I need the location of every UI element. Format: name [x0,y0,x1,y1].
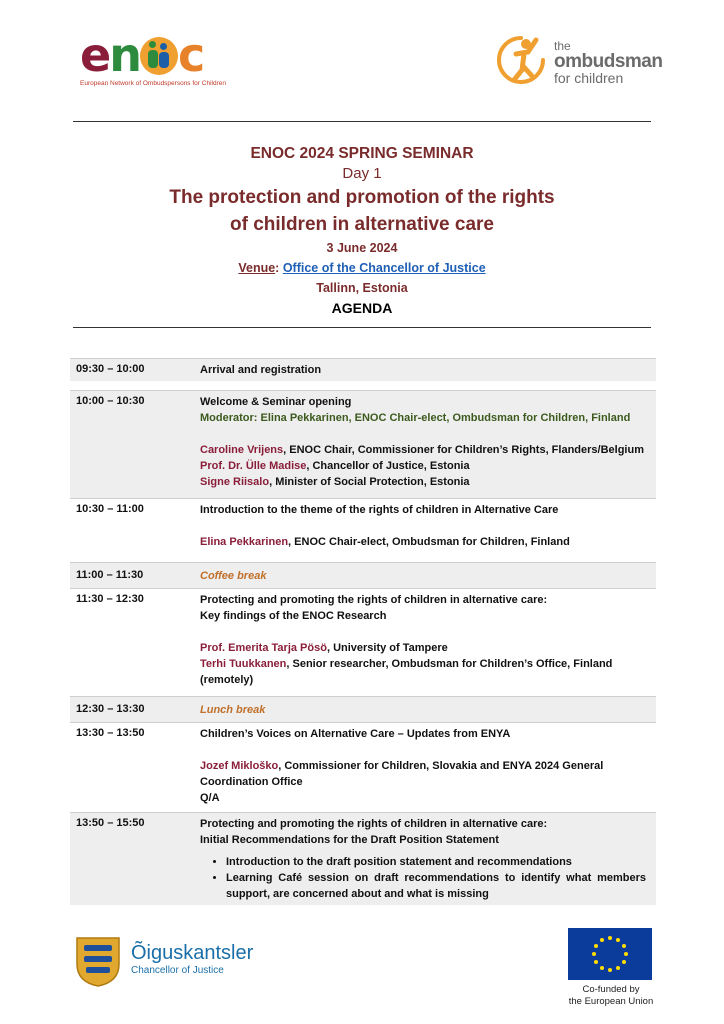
agenda-content [200,394,646,490]
agenda-time: 13:30 – 13:50 [76,727,145,739]
speaker-name: Caroline Vrijens [200,444,284,456]
speaker-line [200,758,646,790]
enoc-logo-icon: en c [80,28,204,82]
speaker-role: , ENOC Chair-elect, Ombudsman for Children, Finland [288,536,570,548]
bullet-item: • Learning Café session on draft recommendations to identify what members support, are concerned about and what is missing [226,870,646,902]
agenda-row [70,562,656,589]
break-label: Lunch break [200,704,266,716]
seminar-title: ENOC 2024 SPRING SEMINAR [250,145,474,162]
header-divider [73,121,651,122]
agenda-title: Protecting and promoting the rights of children in alternative care: [200,594,548,606]
bullet-list [200,854,646,902]
speaker-name: Prof. Emerita Tarja Pösö [200,642,327,654]
enoc-tagline: European Network of Ombudspersons for Children [80,80,226,87]
agenda-content [200,592,646,688]
agenda-time: 11:30 – 12:30 [76,593,144,605]
venue-colon: : [275,261,280,275]
agenda-note: (remotely) [200,674,254,686]
eu-flag-icon [568,928,652,980]
agenda-row [70,390,656,499]
speaker-role: , Commissioner for Children, Slovakia and ENYA 2024 General Coordination Office [200,760,604,788]
agenda-title: Protecting and promoting the rights of children in alternative care: [200,818,548,830]
theme-line-1: The protection and promotion of the rights [169,187,555,208]
agenda-row [70,696,656,723]
agenda-subtitle: Key findings of the ENOC Research [200,610,387,622]
agenda-time: 13:50 – 15:50 [76,817,145,829]
eu-line-1: Co-funded by [582,984,640,995]
speaker-line [200,474,646,490]
agenda-title: Introduction to the theme of the rights of children in Alternative Care [200,504,559,516]
ombudsman-figure-icon [496,32,546,88]
agenda-row [70,722,656,813]
seminar-date: 3 June 2024 [326,241,398,255]
agenda-subtitle: Initial Recommendations for the Draft Position Statement [200,834,499,846]
agenda-row [70,498,656,563]
agenda-title: Children’s Voices on Alternative Care – Updates from ENYA [200,728,511,740]
venue-city: Tallinn, Estonia [316,281,408,295]
title-divider [73,327,651,328]
agenda-time: 12:30 – 13:30 [76,703,145,715]
speaker-role: , University of Tampere [326,642,448,654]
agenda-row [70,358,656,381]
speaker-line [200,656,646,672]
agenda-note: Q/A [200,792,220,804]
speaker-name: Signe Riisalo [200,476,270,488]
agenda-time: 10:00 – 10:30 [76,395,145,407]
venue-link[interactable]: Office of the Chancellor of Justice [282,261,486,275]
speaker-line [200,442,646,458]
speaker-role: , Senior researcher, Ombudsman for Children’s Office, Finland [286,658,613,670]
agenda-heading: AGENDA [331,300,393,316]
agenda-content [200,502,646,550]
chancellor-logo [73,934,254,990]
agenda-content [200,816,646,902]
speaker-name: Elina Pekkarinen [200,536,289,548]
theme-line-2: of children in alternative care [230,214,494,235]
speaker-line [200,458,646,474]
moderator-line: Moderator: Elina Pekkarinen, ENOC Chair-elect, Ombudsman for Children, Finland [200,412,631,424]
agenda-title: Arrival and registration [200,364,322,376]
speaker-role: , Minister of Social Protection, Estonia [269,476,470,488]
agenda-content [200,726,646,806]
day-label: Day 1 [342,165,382,182]
children-circle-icon [140,37,178,75]
speaker-role: , ENOC Chair, Commissioner for Children’s Rights, Flanders/Belgium [283,444,644,456]
bullet-item: • Introduction to the draft position statement and recommendations [226,854,646,870]
speaker-name: Jozef Mikloško [200,760,279,772]
speaker-name: Terhi Tuukkanen [200,658,287,670]
speaker-role: , Chancellor of Justice, Estonia [306,460,470,472]
venue-label: Venue [238,261,276,275]
agenda-time: 09:30 – 10:00 [76,363,145,375]
ombudsman-logo [496,32,663,88]
venue-line [73,258,651,278]
speaker-line [200,534,646,550]
enoc-logo [80,28,250,92]
agenda-row [70,812,656,905]
agenda-row [70,588,656,697]
break-label: Coffee break [200,570,267,582]
title-block [73,143,651,318]
agenda-time: 10:30 – 11:00 [76,503,144,515]
agenda-time: 11:00 – 11:30 [76,569,144,581]
speaker-name: Prof. Dr. Ülle Madise [200,460,307,472]
speaker-line [200,640,646,656]
ombudsman-wordmark: the ombudsman for children [554,39,663,86]
chancellor-wordmark: Õiguskantsler Chancellor of Justice [131,942,254,976]
eu-cofunded-text [548,984,674,1008]
agenda-title: Welcome & Seminar opening [200,396,352,408]
eu-line-2: the European Union [568,996,654,1007]
estonian-lions-crest-icon [73,934,123,988]
